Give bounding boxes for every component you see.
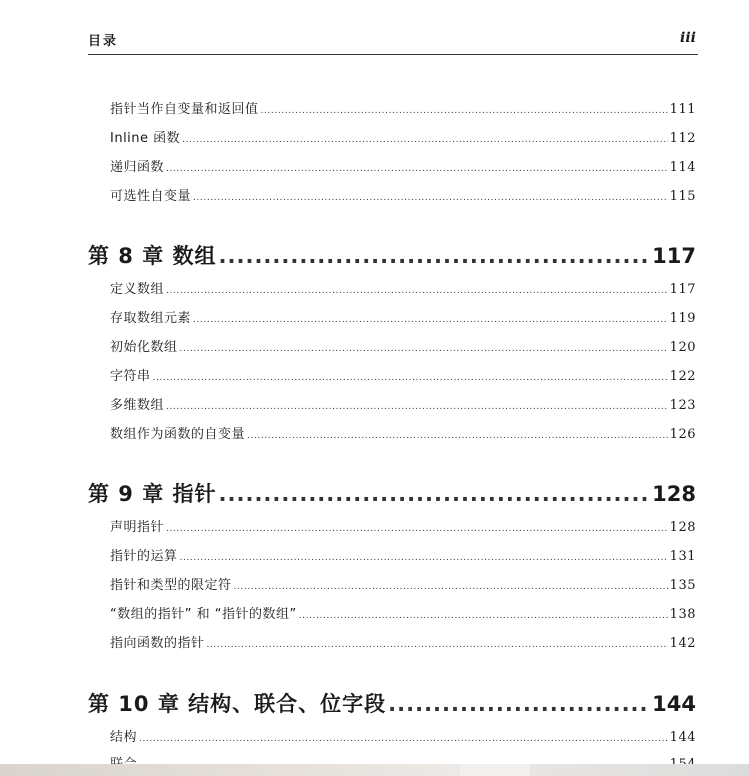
toc-entry-page: 120: [669, 340, 696, 355]
dot-leader: [166, 524, 668, 534]
dot-leader: [182, 135, 668, 145]
dot-leader: [193, 315, 668, 325]
toc-entry-title: 递归函数: [110, 160, 165, 175]
toc-entry[interactable]: [110, 185, 696, 205]
dot-leader: [388, 692, 650, 716]
toc-entry[interactable]: [110, 726, 696, 746]
toc-entry[interactable]: [110, 632, 696, 652]
toc-entry[interactable]: [110, 156, 696, 176]
toc-entry-page: 126: [669, 427, 696, 442]
toc-entry[interactable]: [110, 98, 696, 118]
toc-entry-page: 144: [669, 730, 696, 745]
dot-leader: [153, 373, 668, 383]
dot-leader: [166, 402, 668, 412]
toc-entry-page: 135: [669, 578, 696, 593]
toc-entry-title: 存取数组元素: [110, 311, 192, 326]
toc-entry-title: 数组作为函数的自变量: [110, 427, 246, 442]
toc-entry[interactable]: [110, 574, 696, 594]
toc-entry[interactable]: [110, 545, 696, 565]
toc-entry-title: Inline 函数: [110, 131, 181, 146]
toc-entry-page: 131: [669, 549, 696, 564]
running-header: [88, 28, 698, 55]
toc-entry[interactable]: [110, 516, 696, 536]
dot-leader: [193, 193, 668, 203]
toc-entry-title: 指针和类型的限定符: [110, 578, 232, 593]
dot-leader: [219, 244, 651, 268]
scan-edge-highlight: [460, 764, 530, 776]
toc-entry-page: 112: [669, 131, 696, 146]
toc-entry[interactable]: [110, 603, 696, 623]
header-section-title: 目录: [88, 34, 119, 49]
scan-bottom-edge: [0, 764, 749, 776]
toc-entry-page: 117: [669, 282, 696, 297]
toc-entry-page: 142: [669, 636, 696, 651]
toc-entry-page: 138: [669, 607, 696, 622]
dot-leader: [166, 164, 668, 174]
dot-leader: [180, 553, 668, 563]
toc-entry-page: 123: [669, 398, 696, 413]
dot-leader: [180, 344, 668, 354]
toc-chapter-10[interactable]: [88, 688, 696, 718]
toc-entry-title: 初始化数组: [110, 340, 178, 355]
toc-entry-page: 122: [669, 369, 696, 384]
toc-entry-page: 114: [669, 160, 696, 175]
toc-entry-title: 定义数组: [110, 282, 165, 297]
chapter-title: 第 8 章 数组: [88, 244, 217, 268]
toc-entry-title: 结构: [110, 730, 138, 745]
toc-entry[interactable]: [110, 394, 696, 414]
toc-entry[interactable]: [110, 307, 696, 327]
toc-entry-title: 声明指针: [110, 520, 165, 535]
toc-chapter-9[interactable]: [88, 478, 696, 508]
toc-entry-page: 115: [669, 189, 696, 204]
toc-chapter-8[interactable]: [88, 240, 696, 270]
chapter-page: 117: [652, 244, 696, 268]
toc-entry-title: 字符串: [110, 369, 151, 384]
toc-entry-title: 指针的运算: [110, 549, 178, 564]
dot-leader: [247, 431, 668, 441]
toc-entry[interactable]: [110, 127, 696, 147]
chapter-title: 第 9 章 指针: [88, 482, 217, 506]
dot-leader: [207, 640, 668, 650]
dot-leader: [234, 582, 668, 592]
chapter-page: 128: [652, 482, 696, 506]
toc-entry-title: 指针当作自变量和返回值: [110, 102, 259, 117]
toc-entry[interactable]: [110, 423, 696, 443]
toc-entry-title: “数组的指针” 和 “指针的数组”: [110, 607, 297, 622]
header-page-number: iii: [680, 30, 696, 46]
dot-leader: [139, 734, 668, 744]
dot-leader: [219, 482, 651, 506]
toc-entry-page: 119: [669, 311, 696, 326]
toc-entry[interactable]: [110, 336, 696, 356]
dot-leader: [261, 106, 668, 116]
toc-entry-title: 可选性自变量: [110, 189, 192, 204]
dot-leader: [299, 611, 668, 621]
chapter-title: 第 10 章 结构、联合、位字段: [88, 692, 387, 716]
toc-entry-title: 多维数组: [110, 398, 165, 413]
toc-entry[interactable]: [110, 278, 696, 298]
toc-entry-title: 指向函数的指针: [110, 636, 205, 651]
chapter-page: 144: [652, 692, 696, 716]
dot-leader: [166, 286, 668, 296]
toc-entry-page: 111: [669, 102, 696, 117]
toc-entry[interactable]: [110, 365, 696, 385]
toc-entry-page: 128: [669, 520, 696, 535]
